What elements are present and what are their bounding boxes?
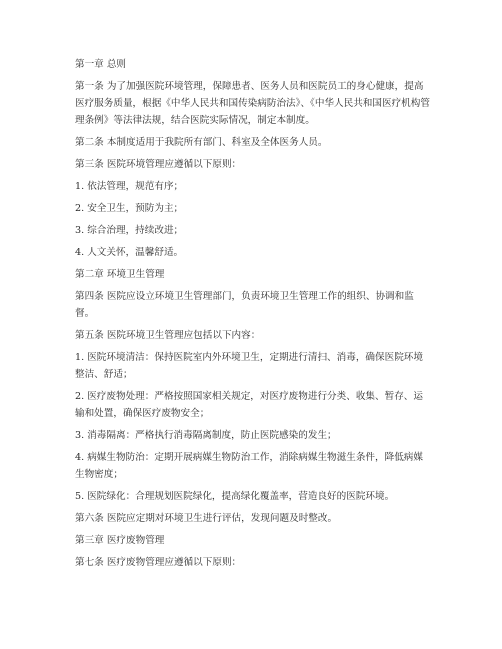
- list-item: 2. 医疗废物处理：严格按照国家相关规定，对医疗废物进行分类、收集、暂存、运输和处置，确保医疗废物安全；: [75, 391, 423, 419]
- document-body: [75, 56, 431, 576]
- list-item: 1. 依法管理，规范有序；: [75, 181, 184, 192]
- list-item: 3. 综合治理，持续改进；: [75, 225, 184, 236]
- article-paragraph: 第七条 医疗废物管理应遵循以下原则：: [75, 557, 242, 568]
- chapter-heading: 第二章 环境卫生管理: [75, 269, 165, 280]
- chapter-heading: 第一章 总则: [75, 59, 127, 70]
- list-item: 1. 医院环境清洁：保持医院室内外环境卫生，定期进行清扫、消毒，确保医院环境整洁、舒适；: [75, 352, 423, 380]
- article-paragraph: 第六条 医院应定期对环境卫生进行评估，发现问题及时整改。: [75, 513, 338, 524]
- article-paragraph: 第二条 本制度适用于我院所有部门、科室及全体医务人员。: [75, 137, 328, 148]
- list-item: 4. 病媒生物防治：定期开展病媒生物防治工作，消除病媒生物滋生条件，降低病媒生物密度；: [75, 452, 423, 480]
- list-item: 4. 人文关怀，温馨舒适。: [75, 247, 184, 258]
- article-paragraph: 第三条 医院环境管理应遵循以下原则：: [75, 159, 242, 170]
- list-item: 3. 消毒隔离：严格执行消毒隔离制度，防止医院感染的发生；: [75, 430, 337, 441]
- chapter-heading: 第三章 医疗废物管理: [75, 535, 165, 546]
- article-paragraph: 第四条 医院应设立环境卫生管理部门，负责环境卫生管理工作的组织、协调和监督。: [75, 291, 414, 319]
- list-item: 5. 医院绿化：合理规划医院绿化，提高绿化覆盖率，营造良好的医院环境。: [75, 491, 395, 502]
- article-paragraph: 第一条 为了加强医院环境管理，保障患者、医务人员和医院员工的身心健康，提高医疗服务质量，根据《中华人民共和国传染病防治法》、《中华人民共和国医疗机构管理条例》等法律法规，结合医院实际情况，制定本制度。: [75, 81, 430, 126]
- article-paragraph: 第五条 医院环境卫生管理应包括以下内容：: [75, 330, 261, 341]
- list-item: 2. 安全卫生，预防为主；: [75, 203, 184, 214]
